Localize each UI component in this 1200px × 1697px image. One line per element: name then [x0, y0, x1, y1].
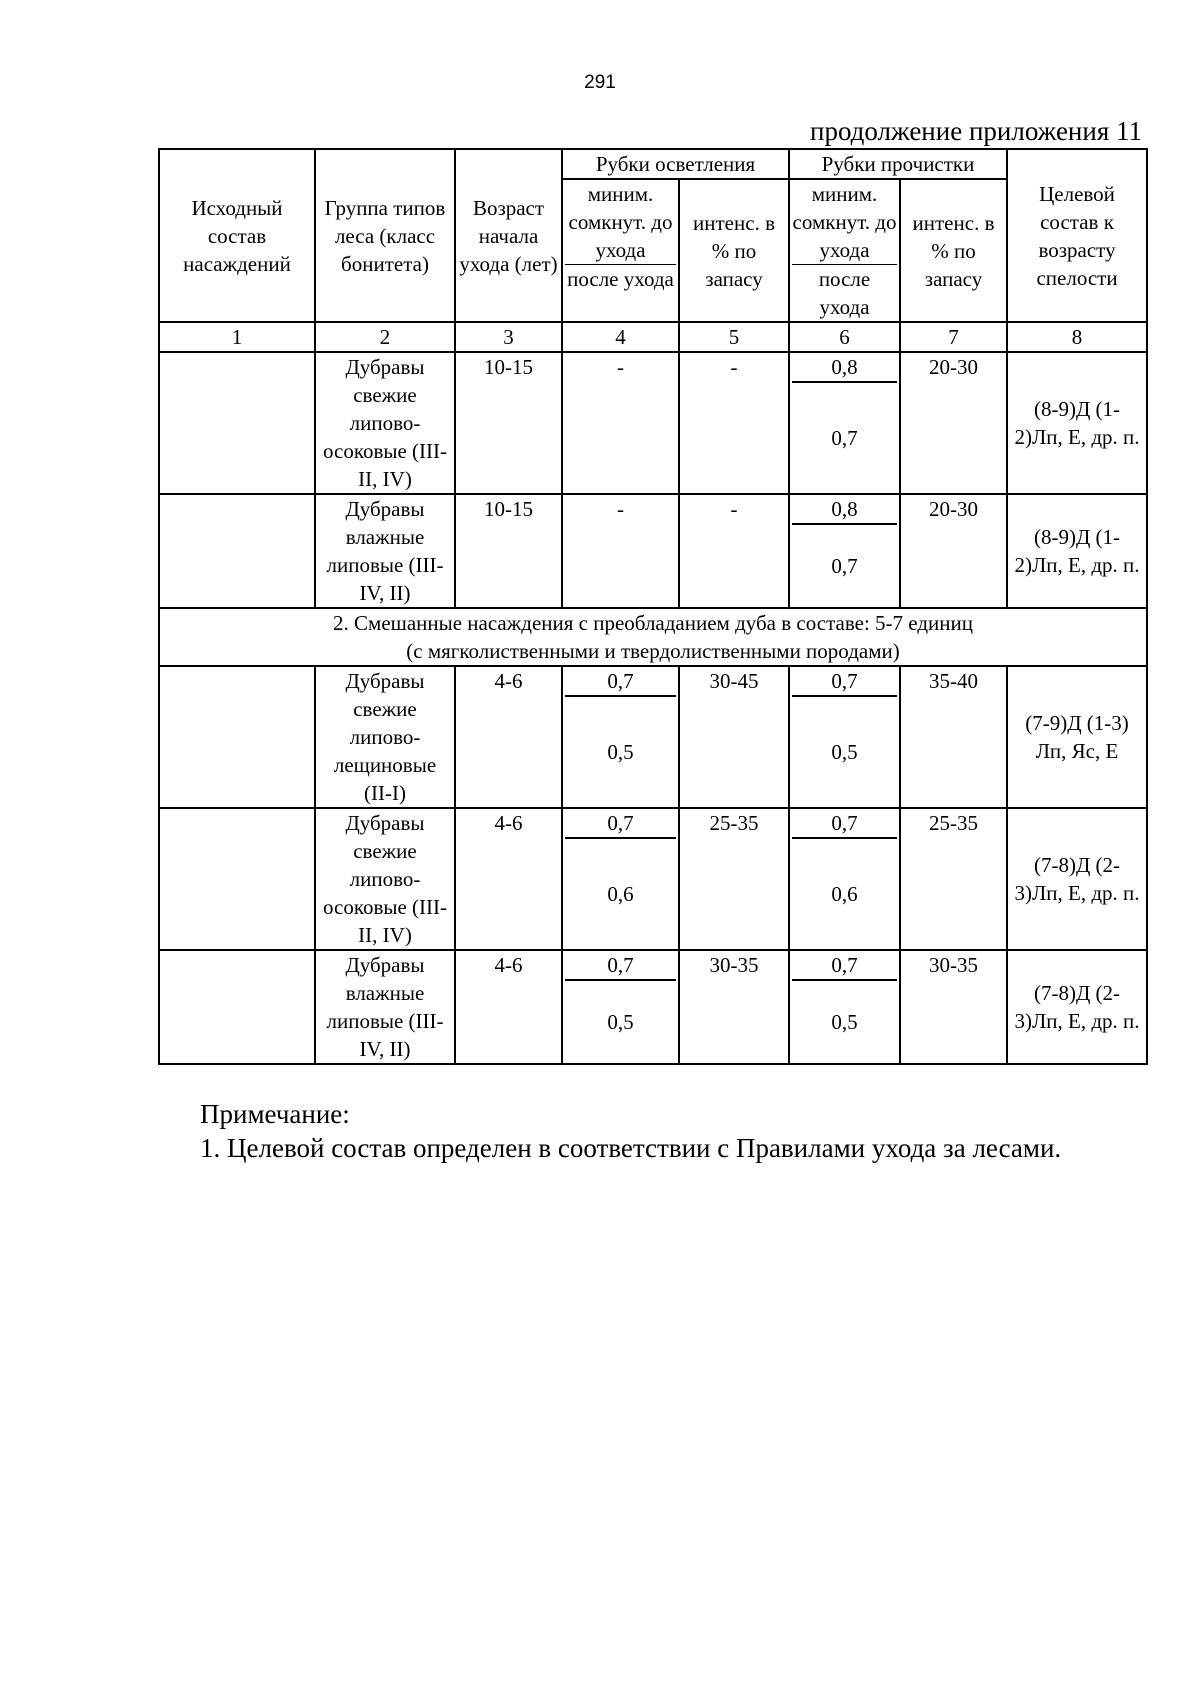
min-density-after: 0,6: [831, 882, 858, 906]
min-density-after: 0,5: [607, 1010, 634, 1034]
target-composition-cell: (8-9)Д (1-2)Лп, Е, др. п.: [1007, 494, 1147, 608]
osv-min-density-cell: [562, 666, 679, 808]
osv-intensity-cell: -: [679, 352, 789, 494]
table-row: [159, 494, 1147, 608]
forest-type-cell: Дубравы влажные липовые (III-IV, II): [315, 950, 455, 1064]
header-cleaning-cuttings: Рубки прочистки: [789, 149, 1007, 179]
header-target-composition: Целевой состав к возрасту спелости: [1007, 149, 1147, 322]
min-density-before: 0,7: [792, 809, 897, 839]
continuation-caption: продолжение приложения 11: [810, 116, 1142, 146]
min-density-after: 0,5: [831, 1010, 858, 1034]
osv-min-density-cell: [562, 950, 679, 1064]
column-number: 2: [315, 322, 455, 352]
start-age-cell: 4-6: [455, 666, 562, 808]
column-number: 6: [789, 322, 900, 352]
target-composition-cell: (7-8)Д (2-3)Лп, Е, др. п.: [1007, 950, 1147, 1064]
column-number-row: [159, 322, 1147, 352]
pro-min-density-cell: [789, 494, 900, 608]
initial-composition-cell: [159, 808, 315, 950]
header-forest-type-group: Группа типов леса (класс бонитета): [315, 149, 455, 322]
note-title: Примечание:: [200, 1099, 350, 1129]
column-number: 1: [159, 322, 315, 352]
min-density-before: 0,7: [565, 951, 676, 981]
min-density-before: 0,7: [565, 809, 676, 839]
min-density-after: 0,6: [607, 882, 634, 906]
pro-min-density-cell: [789, 950, 900, 1064]
min-density-before: 0,8: [792, 353, 897, 383]
header-lighting-cuttings: Рубки осветления: [562, 149, 789, 179]
pro-intensity-cell: 20-30: [900, 352, 1007, 494]
start-age-cell: 4-6: [455, 808, 562, 950]
column-number: 3: [455, 322, 562, 352]
table-row: [159, 666, 1147, 808]
forest-care-table: [158, 148, 1148, 1065]
header-osv-intensity: интенс. в % по запасу: [679, 179, 789, 322]
start-age-cell: 4-6: [455, 950, 562, 1064]
section-heading-row: [159, 608, 1147, 666]
pro-min-density-cell: [789, 352, 900, 494]
pro-min-density-cell: [789, 808, 900, 950]
target-composition-cell: (7-8)Д (2-3)Лп, Е, др. п.: [1007, 808, 1147, 950]
section-heading: [159, 608, 1147, 666]
osv-intensity-cell: -: [679, 494, 789, 608]
forest-type-cell: Дубравы свежие липово-осоковые (III-II, IV): [315, 352, 455, 494]
pro-min-density-cell: [789, 666, 900, 808]
note-item: 1. Целевой состав определен в соответствии с Правилами ухода за лесами.: [200, 1133, 1062, 1163]
osv-intensity-cell: 30-35: [679, 950, 789, 1064]
target-composition-cell: (7-9)Д (1-3) Лп, Яс, Е: [1007, 666, 1147, 808]
min-density-before: 0,7: [565, 667, 676, 697]
header-pro-min-after: после ухода: [818, 267, 871, 319]
column-number: 7: [900, 322, 1007, 352]
page-number: 291: [584, 72, 616, 93]
header-start-age: Возраст начала ухода (лет): [455, 149, 562, 322]
header-initial-composition: Исходный состав насаждений: [159, 149, 315, 322]
target-composition-cell: (8-9)Д (1-2)Лп, Е, др. п.: [1007, 352, 1147, 494]
header-row-1: [159, 149, 1147, 179]
start-age-cell: 10-15: [455, 494, 562, 608]
pro-intensity-cell: 35-40: [900, 666, 1007, 808]
forest-type-cell: Дубравы свежие липово-осоковые (III-II, IV): [315, 808, 455, 950]
osv-intensity-cell: 30-45: [679, 666, 789, 808]
min-density-after: 0,7: [831, 426, 858, 450]
min-density-before: 0,7: [792, 951, 897, 981]
column-number: 4: [562, 322, 679, 352]
header-osv-min-density: [562, 179, 679, 322]
pro-intensity-cell: 20-30: [900, 494, 1007, 608]
forest-type-cell: Дубравы влажные липовые (III-IV, II): [315, 494, 455, 608]
header-pro-intensity: интенс. в % по запасу: [900, 179, 1007, 322]
pro-intensity-cell: 30-35: [900, 950, 1007, 1064]
section-heading-line-2: (с мягколиственными и твердолиственными породами): [406, 639, 900, 663]
header-pro-min-density: [789, 179, 900, 322]
min-density-after: 0,5: [831, 740, 858, 764]
initial-composition-cell: [159, 666, 315, 808]
osv-min-density-cell: -: [562, 494, 679, 608]
pro-intensity-cell: 25-35: [900, 808, 1007, 950]
osv-min-density-cell: -: [562, 352, 679, 494]
column-number: 8: [1007, 322, 1147, 352]
initial-composition-cell: [159, 494, 315, 608]
initial-composition-cell: [159, 950, 315, 1064]
osv-intensity-cell: 25-35: [679, 808, 789, 950]
forest-type-cell: Дубравы свежие липово-лещиновые (II-I): [315, 666, 455, 808]
min-density-after: 0,7: [831, 554, 858, 578]
min-density-before: 0,8: [792, 495, 897, 525]
header-osv-min-after: после ухода: [567, 267, 674, 291]
column-number: 5: [679, 322, 789, 352]
header-osv-min-before: миним. сомкнут. до ухода: [565, 180, 676, 265]
osv-min-density-cell: [562, 808, 679, 950]
header-pro-min-before: миним. сомкнут. до ухода: [792, 180, 897, 265]
min-density-before: 0,7: [792, 667, 897, 697]
note-block: [200, 1097, 1061, 1165]
initial-composition-cell: [159, 352, 315, 494]
section-heading-line-1: 2. Смешанные насаждения с преобладанием дуба в составе: 5-7 единиц: [333, 611, 973, 635]
table-row: [159, 950, 1147, 1064]
table-row: [159, 352, 1147, 494]
min-density-after: 0,5: [607, 740, 634, 764]
start-age-cell: 10-15: [455, 352, 562, 494]
table-row: [159, 808, 1147, 950]
